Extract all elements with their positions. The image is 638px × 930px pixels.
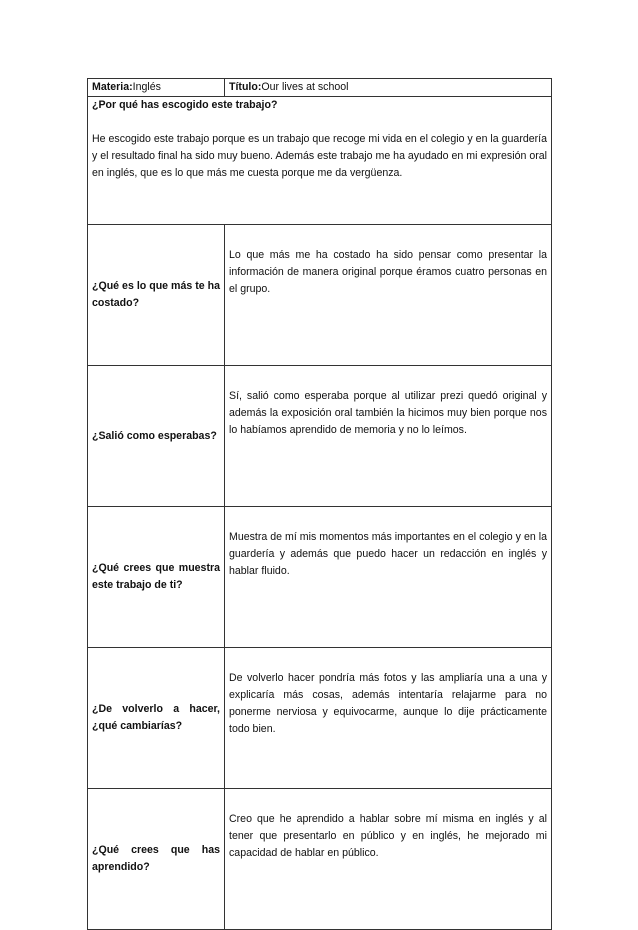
answer-cell [225,366,552,507]
question-label: ¿Qué crees que muestra este trabajo de ti? [92,562,220,591]
question-label: ¿Salió como esperabas? [92,429,217,442]
answer-text: Creo que he aprendido a hablar sobre mí misma en inglés y al tener que presentarlo en público y en inglés, he mejorado mi capacidad de hablar en público. [229,813,547,859]
answer-cell [225,648,552,789]
answer-cell [225,507,552,648]
intro-row [88,97,552,225]
question-row [88,225,552,366]
intro-answer: He escogido este trabajo porque es un trabajo que recoge mi vida en el colegio y en la guardería y el resultado final ha sido muy bueno. Además este trabajo me ha ayudado en mi expresión oral en inglés, que es lo que más me cuesta porque me da vergüenza. [92,133,547,179]
subject-value: Inglés [132,81,161,93]
header-row [88,79,552,97]
answer-cell [225,789,552,930]
intro-question: ¿Por qué has escogido este trabajo? [92,99,278,111]
title-cell [225,79,552,97]
subject-label: Materia: [92,81,133,93]
question-label: ¿De volverlo a hacer, ¿qué cambiarías? [92,703,220,732]
question-row [88,507,552,648]
title-label: Título: [229,81,262,93]
question-row [88,366,552,507]
question-row [88,789,552,930]
answer-text: De volverlo hacer pondría más fotos y las ampliaría una a una y explicaría más cosas, además intentaría relajarme para no ponerme nerviosa y equivocarme, aunque lo dije prácticamente todo bien. [229,672,547,735]
question-cell [88,225,225,366]
answer-text: Sí, salió como esperaba porque al utilizar prezi quedó original y además la exposición oral también la hicimos muy bien porque nos lo habíamos aprendido de memoria y no lo leímos. [229,390,547,436]
intro-cell [88,97,552,225]
answer-cell [225,225,552,366]
question-cell [88,366,225,507]
subject-cell [88,79,225,97]
answer-text: Lo que más me ha costado ha sido pensar como presentar la información de manera original porque éramos cuatro personas en el grupo. [229,249,547,295]
question-row [88,648,552,789]
question-label: ¿Qué crees que has aprendido? [92,844,220,873]
title-value: Our lives at school [261,81,349,93]
question-cell [88,507,225,648]
question-label: ¿Qué es lo que más te ha costado? [92,280,220,309]
question-cell [88,648,225,789]
answer-text: Muestra de mí mis momentos más importantes en el colegio y en la guardería y además que puedo hacer un redacción en inglés y hablar fluido. [229,531,547,577]
intro-spacer [92,114,547,131]
reflection-form-table [87,78,552,930]
question-cell [88,789,225,930]
